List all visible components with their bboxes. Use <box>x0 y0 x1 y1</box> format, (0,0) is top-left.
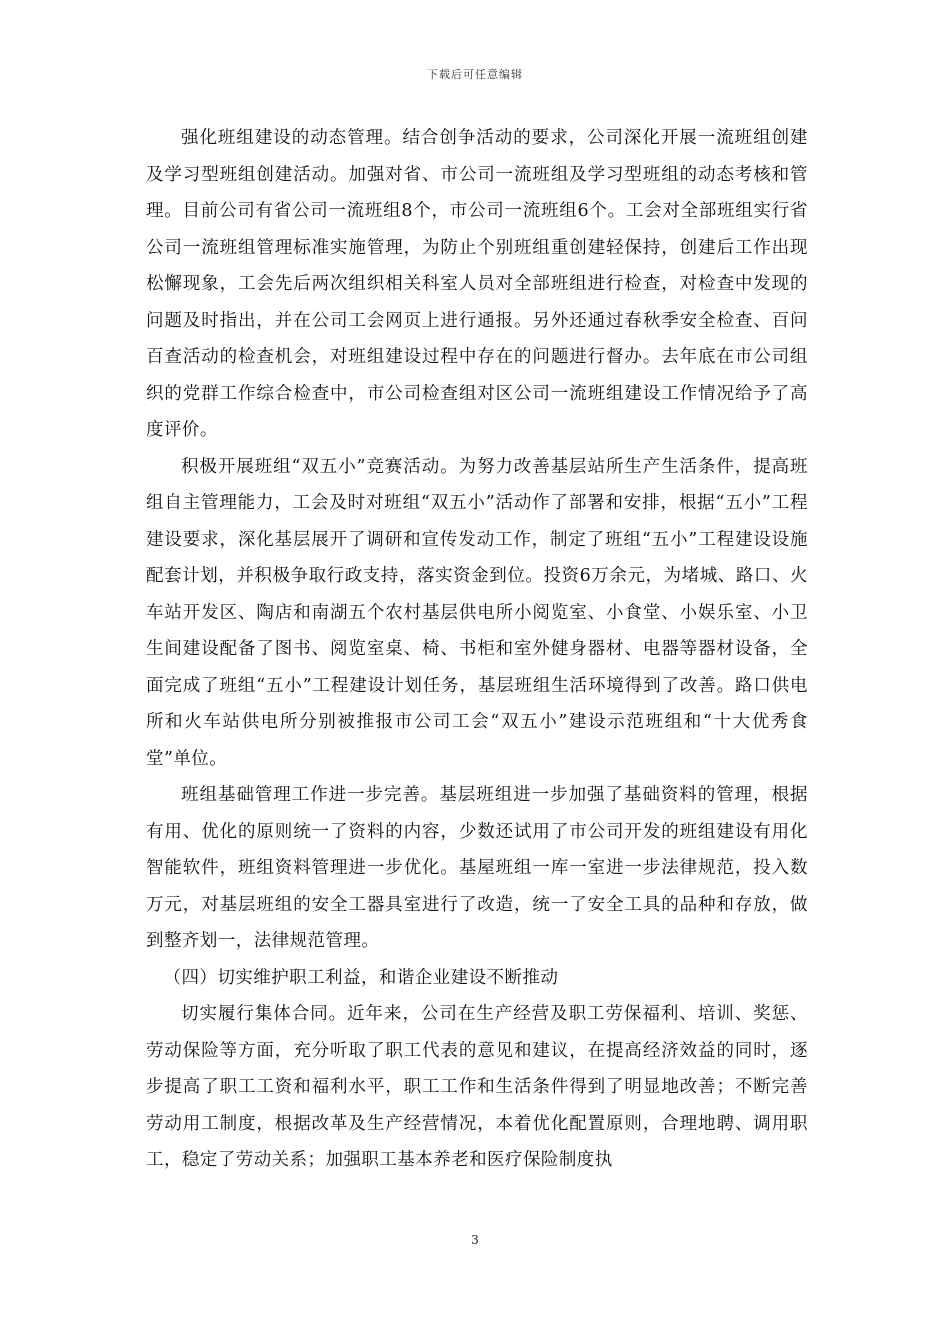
paragraph-double-five-small-competition: 积极开展班组“双五小”竞赛活动。为努力改善基层站所生产生活条件，提高班组自主管理能力，工会及时对班组“双五小”活动作了部署和安排，根据“五小”工程建设要求，深化基层展开了调研和宣传发动工作，制定了班组“五小”工程建设设施配套计划，并积极争取行政支持，落实资金到位。投资6万余元，为堵城、路口、火车站开发区、陶店和南湖五个农村基层供电所小阅览室、小食堂、小娱乐室、小卫生间建设配备了图书、阅览室桌、椅、书柜和室外健身器材、电器等器材设备，全面完成了班组“五小”工程建设计划任务，基层班组生活环境得到了改善。路口供电所和火车站供电所分别被推报市公司工会“双五小”建设示范班组和“十大优秀食堂”单位。 <box>146 456 808 769</box>
document-body <box>146 120 808 1179</box>
section-heading-four: （四）切实维护职工利益，和谐企业建设不断推动 <box>163 967 559 988</box>
paragraph-collective-contract: 切实履行集体合同。近年来，公司在生产经营及职工劳保福利、培训、奖惩、劳动保险等方面，充分听取了职工代表的意见和建议，在提高经济效益的同时，逐步提高了职工工资和福利水平，职工工作和生活条件得到了明显地改善；不断完善劳动用工制度，根据改革及生产经营情况，本着优化配置原则，合理地聘、调用职工，稳定了劳动关系；加强职工基本养老和医疗保险制度执 <box>146 1004 808 1170</box>
header-note: 下载后可任意编辑 <box>427 68 523 81</box>
page-number: 3 <box>471 1233 479 1247</box>
paragraph-team-basic-management: 班组基础管理工作进一步完善。基层班组进一步加强了基础资料的管理，根据有用、优化的原则统一了资料的内容，少数还试用了市公司开发的班组建设有用化智能软件，班组资料管理进一步优化。基屋班组一库一室进一步法律规范，投入数万元，对基层班组的安全工器具室进行了改造，统一了安全工具的品种和存放，做到整齐划一，法律规范管理。 <box>146 785 808 951</box>
paragraph-team-dynamic-management: 强化班组建设的动态管理。结合创争活动的要求，公司深化开展一流班组创建及学习型班组创建活动。加强对省、市公司一流班组及学习型班组的动态考核和管理。目前公司有省公司一流班组8个，市公司一流班组6个。工会对全部班组实行省公司一流班组管理标准实施管理，为防止个别班组重创建轻保持，创建后工作出现松懈现象，工会先后两次组织相关科室人员对全部班组进行检查，对检查中发现的问题及时指出，并在公司工会网页上进行通报。另外还通过春秋季安全检查、百问百查活动的检查机会，对班组建设过程中存在的问题进行督办。去年底在市公司组织的党群工作综合检查中，市公司检查组对区公司一流班组建设工作情况给予了高度评价。 <box>146 128 808 440</box>
